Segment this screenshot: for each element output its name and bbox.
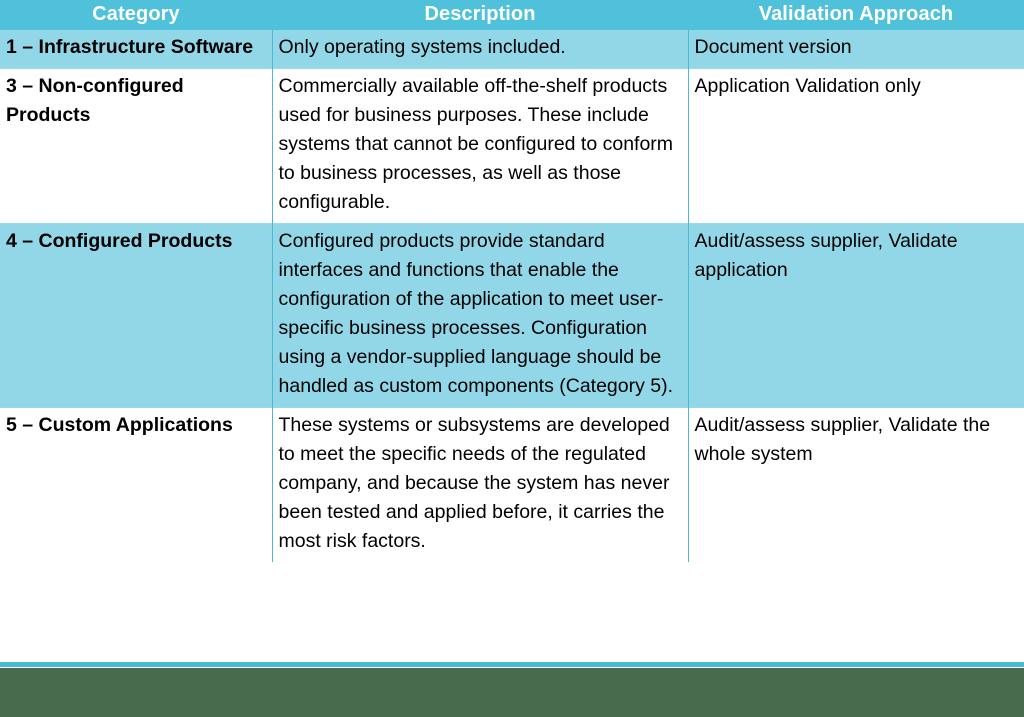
cell-description: Only operating systems included. [272, 30, 688, 69]
cell-category: 1 – Infrastructure Software [0, 30, 272, 69]
cell-category: 3 – Non-configured Products [0, 69, 272, 224]
cell-category: 4 – Configured Products [0, 224, 272, 408]
table-row [0, 30, 1024, 69]
table-header-row [0, 0, 1024, 30]
table-bottom-border [0, 662, 1024, 667]
cell-category: 5 – Custom Applications [0, 408, 272, 563]
cell-validation-approach: Audit/assess supplier, Validate the whole system [688, 408, 1024, 563]
slide-bottom-band [0, 668, 1024, 717]
cell-description: These systems or subsystems are developed to meet the specific needs of the regulated company, and because the system has never been tested and applied before, it carries the most risk factors. [272, 408, 688, 563]
table-row [0, 224, 1024, 408]
cell-validation-approach: Document version [688, 30, 1024, 69]
column-header-description: Description [272, 0, 688, 30]
column-header-category: Category [0, 0, 272, 30]
cell-description: Commercially available off-the-shelf products used for business purposes. These include systems that cannot be configured to conform to business processes, as well as those configurable. [272, 69, 688, 224]
cell-validation-approach: Application Validation only [688, 69, 1024, 224]
cell-description: Configured products provide standard interfaces and functions that enable the configuration of the application to meet user-specific business processes. Configuration using a vendor-supplied language should be handled as custom components (Category 5). [272, 224, 688, 408]
cell-validation-approach: Audit/assess supplier, Validate application [688, 224, 1024, 408]
table-body [0, 30, 1024, 562]
table-header [0, 0, 1024, 30]
table-row [0, 69, 1024, 224]
column-header-validation-approach: Validation Approach [688, 0, 1024, 30]
table-row [0, 408, 1024, 563]
